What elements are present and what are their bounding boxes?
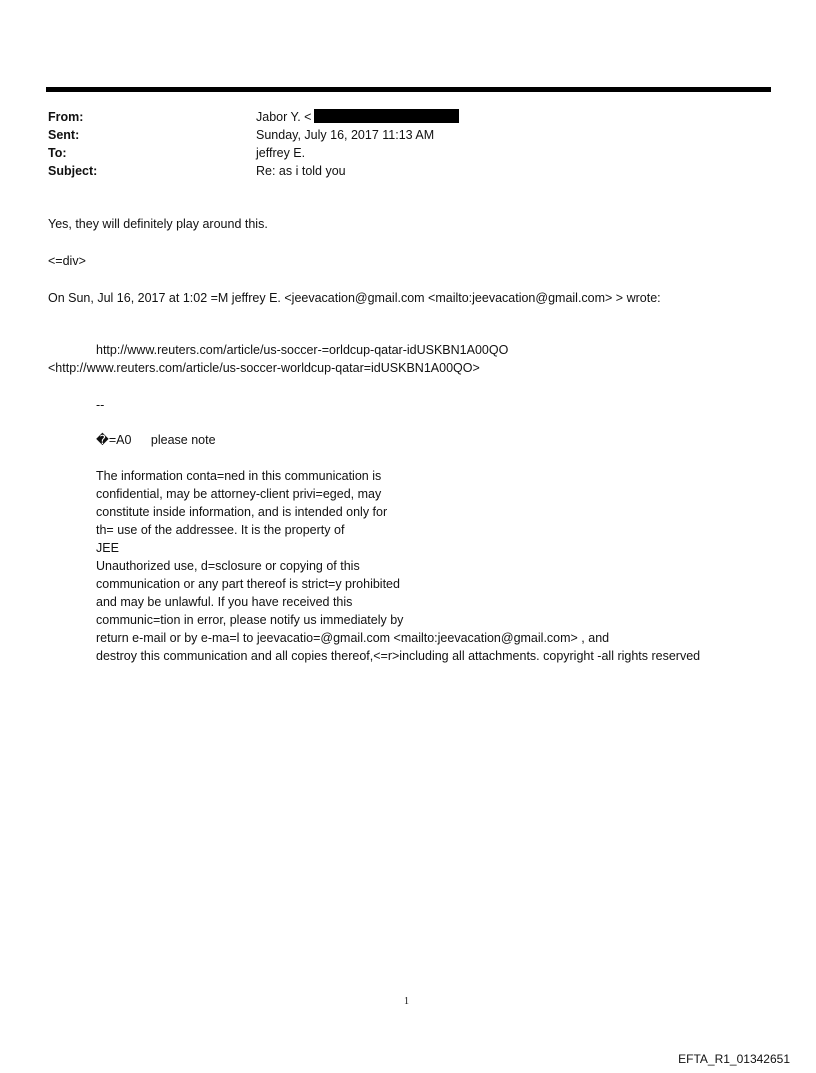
disclaimer [96,467,700,665]
to-label: To: [48,146,67,160]
disclaimer-line: th= use of the addressee. It is the property of [96,523,345,537]
email-header [48,108,748,180]
from-label: From: [48,110,84,124]
header-rule [46,87,771,92]
disclaimer-line: and may be unlawful. If you have received this [96,595,353,609]
please-note-line [96,432,216,448]
from-name: Jabor Y. < [256,110,312,124]
to-row [48,144,748,162]
link-line-1: http://www.reuters.com/article/us-soccer-=orldcup-qatar-idUSKBN1A00QO [96,343,509,357]
subject-value: Re: as i told you [256,164,346,178]
disclaimer-line: confidential, may be attorney-client privi=eged, may [96,487,382,501]
div-tag-text: <=div> [48,254,86,268]
please-note-text: please note [150,433,216,447]
sent-value: Sunday, July 16, 2017 11:13 AM [256,128,435,142]
sent-label: Sent: [48,128,80,142]
sent-row [48,126,748,144]
quote-intro: On Sun, Jul 16, 2017 at 1:02 =M jeffrey E. <jeevacation@gmail.com <mailto:jeevacation@gmail.com> > wrote: [48,291,661,305]
disclaimer-line: Unauthorized use, d=sclosure or copying of this [96,559,360,573]
document-id: EFTA_R1_01342651 [678,1052,790,1066]
from-value [256,108,748,126]
disclaimer-line: communication or any part thereof is strict=y prohibited [96,577,400,591]
redaction-bar [314,109,459,123]
signature-separator: -- [96,398,105,412]
encoding-artifact: �=A0 [96,433,132,447]
from-row [48,108,748,126]
disclaimer-line: constitute inside information, and is intended only for [96,505,388,519]
disclaimer-line: JEE [96,541,119,555]
link-line-2: <http://www.reuters.com/article/us-soccer-worldcup-qatar=idUSKBN1A00QO> [48,361,480,375]
disclaimer-line: communic=tion in error, please notify us immediately by [96,613,404,627]
subject-row [48,162,748,180]
to-value: jeffrey E. [256,146,306,160]
disclaimer-line: return e-mail or by e-ma=l to jeevacatio=@gmail.com <mailto:jeevacation@gmail.com> , and [96,631,610,645]
disclaimer-line: destroy this communication and all copies thereof,<=r>including all attachments. copyright -all rights reserved [96,649,701,663]
disclaimer-line: The information conta=ned in this communication is [96,469,382,483]
reply-text: Yes, they will definitely play around this. [48,217,268,231]
page-number: 1 [404,996,409,1007]
subject-label: Subject: [48,164,98,178]
